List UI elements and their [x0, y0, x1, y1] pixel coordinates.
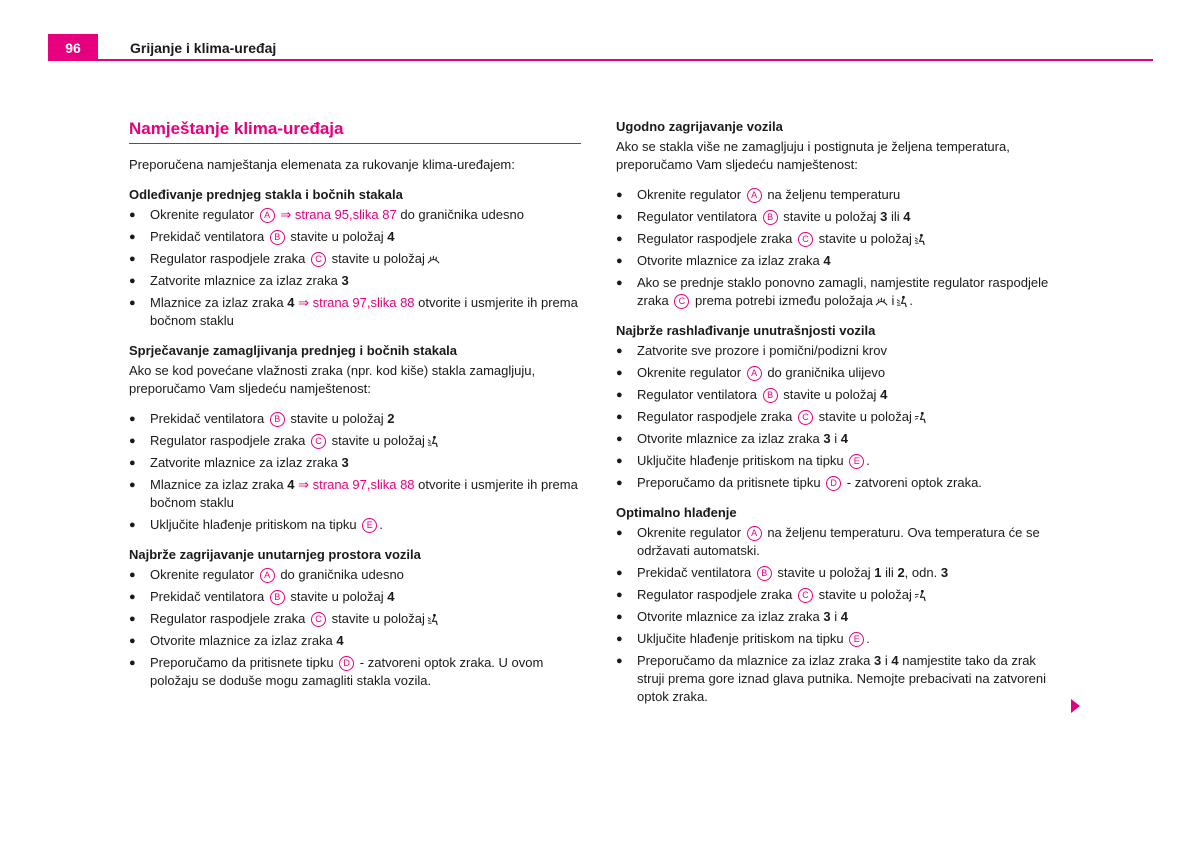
page-number: 96	[48, 34, 98, 60]
list-item: ● Okrenite regulator A na željenu temperaturu. Ova temperatura će se održavati automatski.	[616, 524, 1066, 560]
control-c-marker: C	[311, 612, 326, 627]
subsection-heading: Optimalno hlađenje	[616, 505, 737, 520]
list-item: ● Preporučamo da mlaznice za izlaz zraka 3 i 4 namjestite tako da zrak struji prema gore iznad glava putnika. Nemojte prebacivati na zatvoreni optok zraka.	[616, 652, 1066, 706]
list-item: ● Ako se prednje staklo ponovno zamagli, namjestite regulator raspodjele zraka C prema potrebi između položaja i .	[616, 274, 1066, 310]
instruction-list	[129, 410, 581, 534]
upper-body-airflow-icon	[914, 411, 927, 424]
list-item: ● Okrenite regulator A ⇒ strana 95,slika 87 do graničnika udesno	[129, 206, 581, 224]
subsection-heading: Najbrže rashlađivanje unutrašnjosti vozila	[616, 323, 876, 338]
list-item: ● Otvorite mlaznice za izlaz zraka 3 i 4	[616, 608, 1066, 626]
windscreen-defrost-icon	[427, 253, 440, 266]
list-item: ● Regulator raspodjele zraka C stavite u položaj	[616, 586, 1066, 604]
list-item: ● Preporučamo da pritisnete tipku D - zatvoreni optok zraka. U ovom položaju se doduše mogu zamagliti stakla vozila.	[129, 654, 581, 690]
subsection-heading: Odleđivanje prednjeg stakla i bočnih stakala	[129, 187, 403, 202]
list-item: ● Regulator raspodjele zraka C stavite u položaj	[616, 408, 1066, 426]
chapter-title: Grijanje i klima-uređaj	[130, 40, 277, 56]
list-item: ● Okrenite regulator A na željenu temperaturu	[616, 186, 1066, 204]
right-column	[616, 118, 1066, 718]
list-item: ● Okrenite regulator A do graničnika udesno	[129, 566, 581, 584]
paragraph: Ako se stakla više ne zamagljuju i postignuta je željena temperatura, preporučamo Vam sljedeću namještenost:	[616, 139, 1010, 172]
instruction-list	[129, 566, 581, 690]
list-item: ● Prekidač ventilatora B stavite u položaj 1 ili 2, odn. 3	[616, 564, 1066, 582]
control-b-marker: B	[270, 412, 285, 427]
control-a-marker: A	[747, 188, 762, 203]
control-d-marker: D	[339, 656, 354, 671]
upper-body-airflow-icon	[914, 589, 927, 602]
windscreen-defrost-icon	[875, 295, 888, 308]
control-e-marker: E	[849, 454, 864, 469]
subsection-heading: Najbrže zagrijavanje unutarnjeg prostora vozila	[129, 547, 421, 562]
control-b-marker: B	[763, 388, 778, 403]
continue-arrow-icon	[1071, 699, 1080, 713]
control-a-marker: A	[747, 526, 762, 541]
intro-text: Preporučena namještanja elemenata za rukovanje klima-uređajem:	[129, 157, 515, 172]
instruction-list	[616, 342, 1066, 492]
control-e-marker: E	[849, 632, 864, 647]
control-c-marker: C	[674, 294, 689, 309]
list-item: ● Zatvorite sve prozore i pomični/podizni krov	[616, 342, 1066, 360]
instruction-list	[129, 206, 581, 330]
list-item: ● Otvorite mlaznice za izlaz zraka 4	[129, 632, 581, 650]
footwell-airflow-icon	[427, 613, 440, 626]
control-e-marker: E	[362, 518, 377, 533]
section-title: Namještanje klima-uređaja	[129, 118, 581, 144]
list-item: ● Prekidač ventilatora B stavite u položaj 4	[129, 588, 581, 606]
control-c-marker: C	[798, 232, 813, 247]
control-a-marker: A	[747, 366, 762, 381]
list-item: ● Uključite hlađenje pritiskom na tipku E .	[616, 452, 1066, 470]
control-d-marker: D	[826, 476, 841, 491]
list-item: ● Regulator raspodjele zraka C stavite u položaj	[129, 610, 581, 628]
footwell-airflow-icon	[914, 233, 927, 246]
list-item: ● Regulator raspodjele zraka C stavite u položaj	[616, 230, 1066, 248]
list-item: ● Regulator raspodjele zraka C stavite u položaj	[129, 432, 581, 450]
control-a-marker: A	[260, 568, 275, 583]
control-c-marker: C	[311, 434, 326, 449]
control-b-marker: B	[270, 590, 285, 605]
list-item: ● Otvorite mlaznice za izlaz zraka 3 i 4	[616, 430, 1066, 448]
footwell-airflow-icon	[896, 295, 909, 308]
list-item: ● Regulator ventilatora B stavite u položaj 3 ili 4	[616, 208, 1066, 226]
control-b-marker: B	[270, 230, 285, 245]
list-item: ● Mlaznice za izlaz zraka 4 ⇒ strana 97,slika 88 otvorite i usmjerite ih prema bočnom staklu	[129, 476, 581, 512]
control-c-marker: C	[798, 588, 813, 603]
list-item: ● Uključite hlađenje pritiskom na tipku E .	[616, 630, 1066, 648]
cross-reference-link[interactable]: ⇒ strana 97,slika 88	[298, 477, 415, 492]
control-c-marker: C	[798, 410, 813, 425]
control-b-marker: B	[757, 566, 772, 581]
subsection-heading: Sprječavanje zamagljivanja prednjeg i bočnih stakala	[129, 343, 458, 358]
control-b-marker: B	[763, 210, 778, 225]
list-item: ● Zatvorite mlaznice za izlaz zraka 3	[129, 272, 581, 290]
paragraph: Ako se kod povećane vlažnosti zraka (npr. kod kiše) stakla zamagljuju, preporučamo Vam sljedeću namještenost:	[129, 363, 536, 396]
list-item: ● Regulator raspodjele zraka C stavite u položaj	[129, 250, 581, 268]
cross-reference-link[interactable]: ⇒ strana 95,slika 87	[280, 207, 397, 222]
instruction-list	[616, 524, 1066, 706]
subsection-heading: Ugodno zagrijavanje vozila	[616, 119, 783, 134]
list-item: ● Regulator ventilatora B stavite u položaj 4	[616, 386, 1066, 404]
control-c-marker: C	[311, 252, 326, 267]
left-column	[129, 118, 581, 702]
instruction-list	[616, 186, 1066, 310]
list-item: ● Mlaznice za izlaz zraka 4 ⇒ strana 97,slika 88 otvorite i usmjerite ih prema bočnom staklu	[129, 294, 581, 330]
list-item: ● Zatvorite mlaznice za izlaz zraka 3	[129, 454, 581, 472]
header-rule	[48, 59, 1153, 61]
list-item: ● Prekidač ventilatora B stavite u položaj 2	[129, 410, 581, 428]
list-item: ● Okrenite regulator A do graničnika ulijevo	[616, 364, 1066, 382]
control-a-marker: A	[260, 208, 275, 223]
cross-reference-link[interactable]: ⇒ strana 97,slika 88	[298, 295, 415, 310]
footwell-airflow-icon	[427, 435, 440, 448]
list-item: ● Prekidač ventilatora B stavite u položaj 4	[129, 228, 581, 246]
list-item: ● Otvorite mlaznice za izlaz zraka 4	[616, 252, 1066, 270]
list-item: ● Uključite hlađenje pritiskom na tipku E .	[129, 516, 581, 534]
list-item: ● Preporučamo da pritisnete tipku D - zatvoreni optok zraka.	[616, 474, 1066, 492]
